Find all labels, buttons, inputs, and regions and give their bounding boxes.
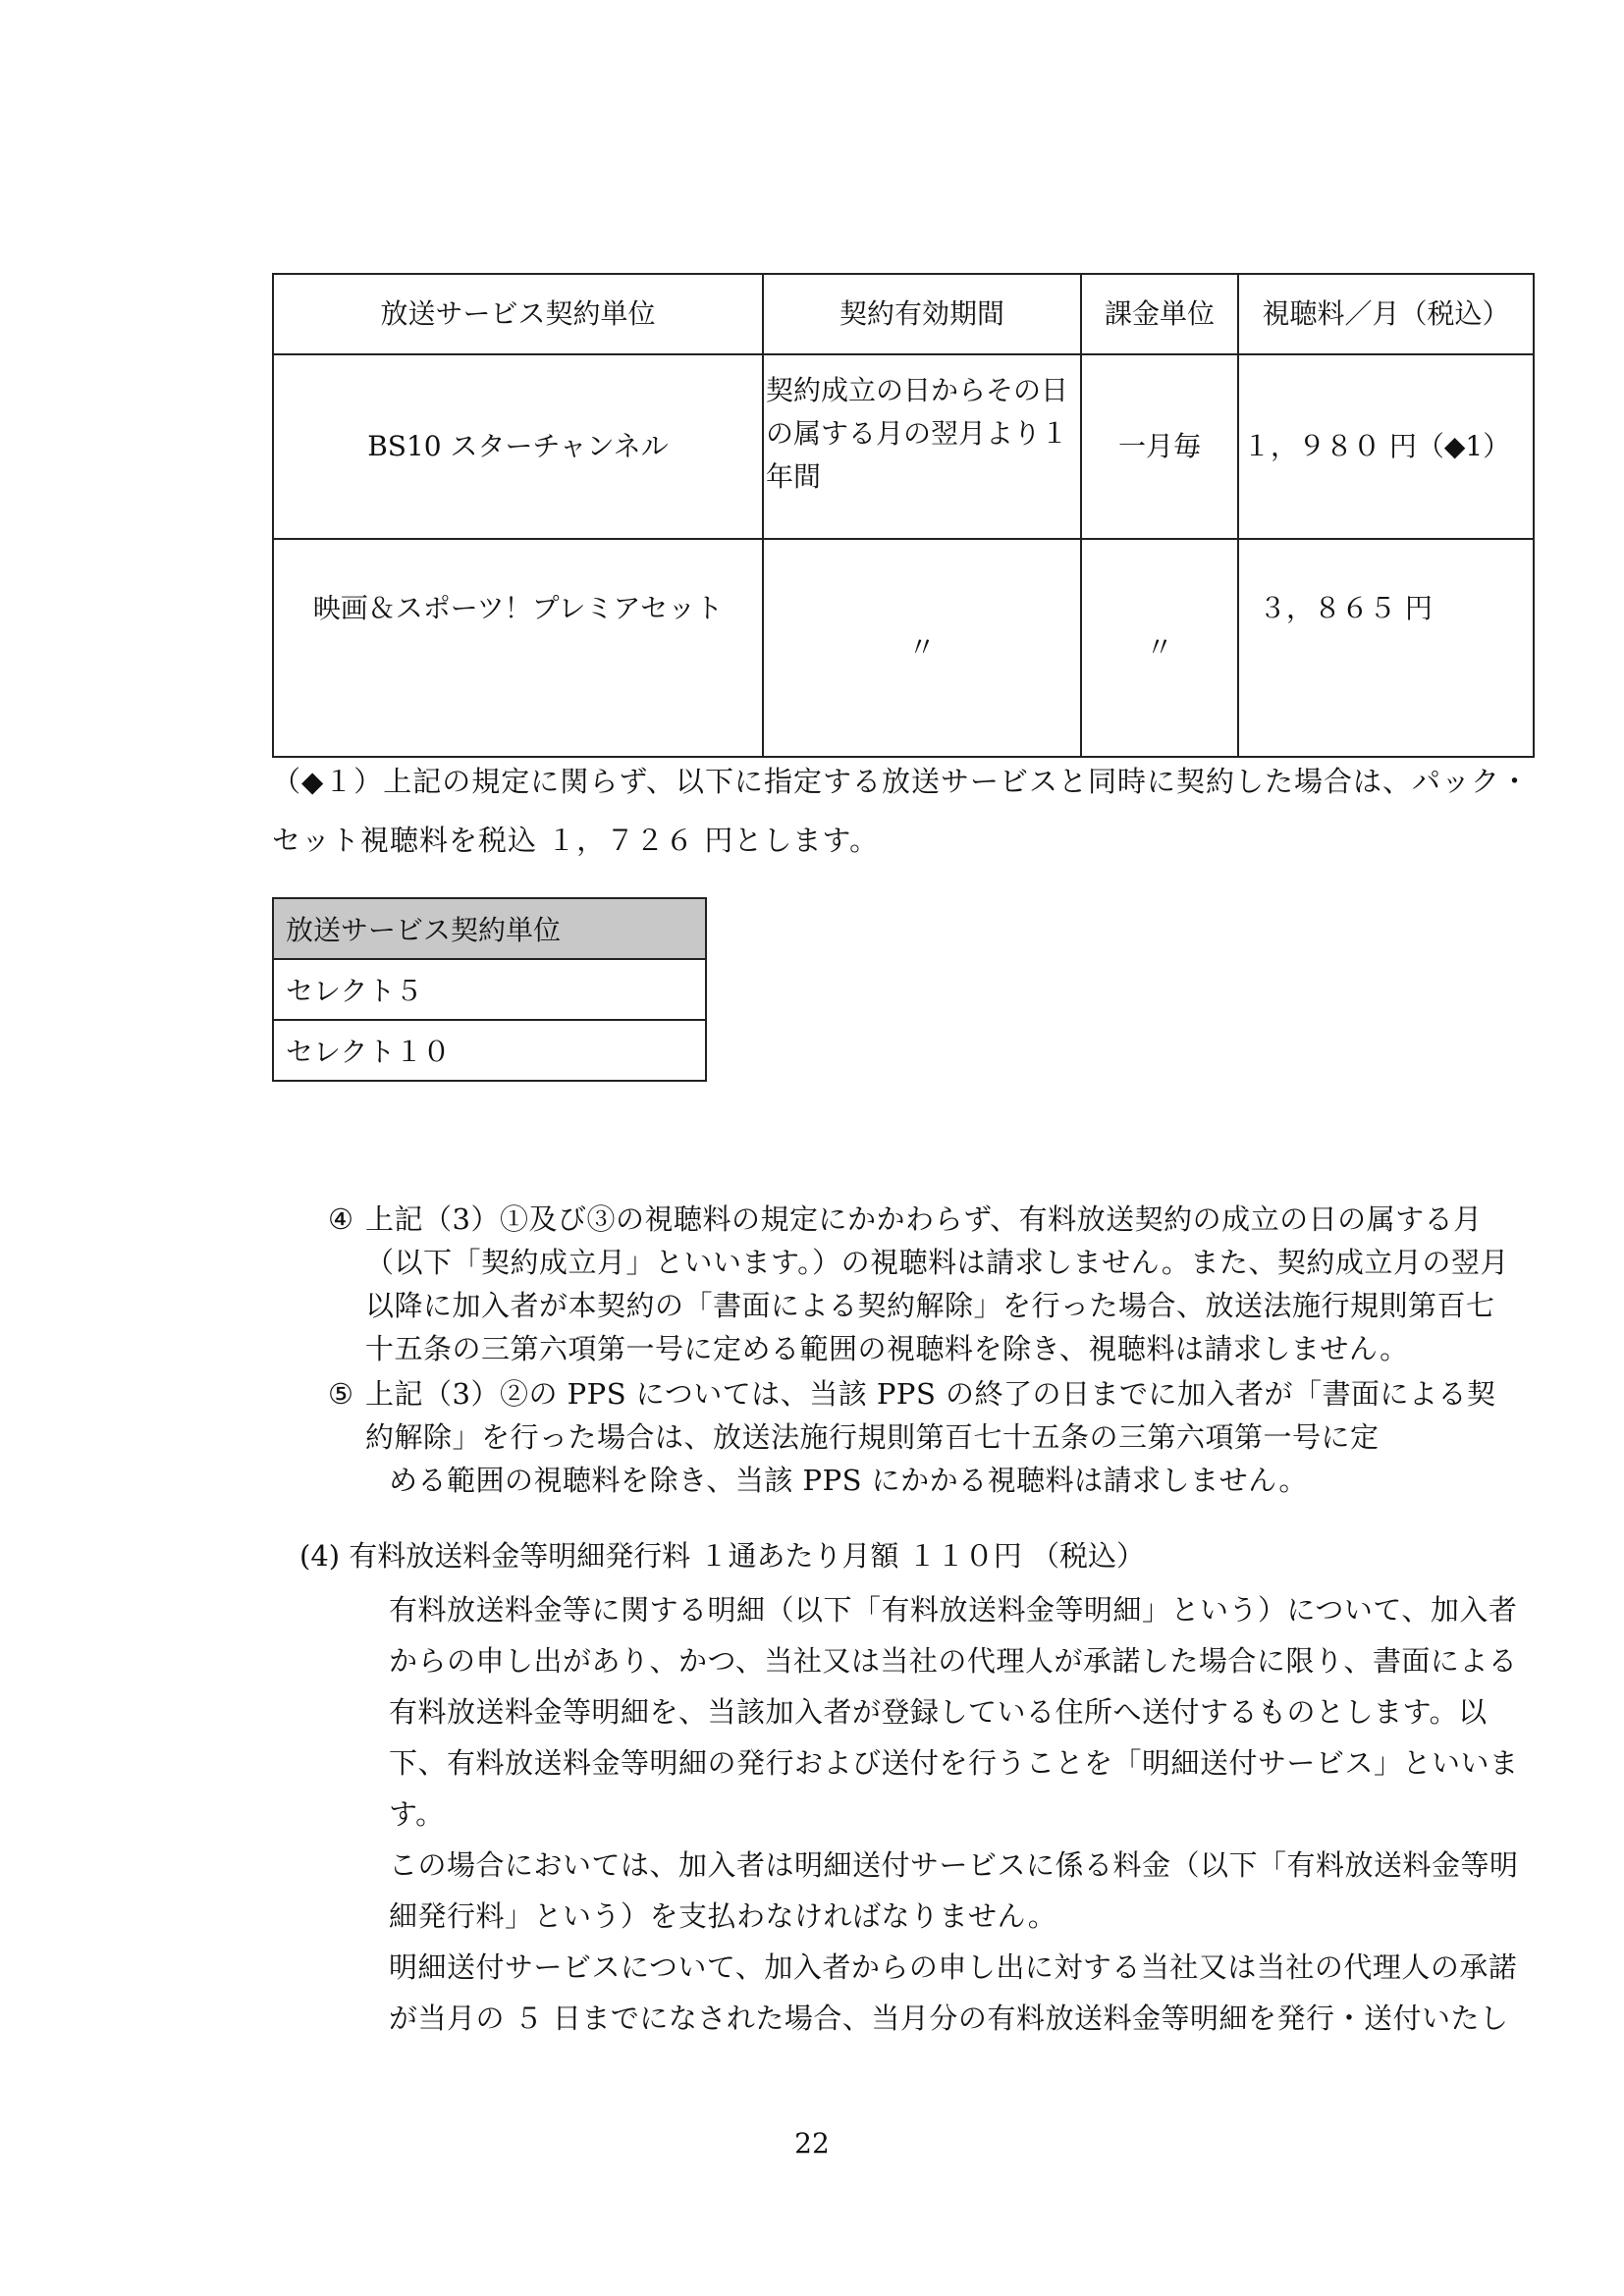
- table-row: [273, 539, 1534, 757]
- cell-service: 映画＆スポーツ！プレミアセット: [273, 539, 763, 757]
- select-table-cell: セレクト５: [273, 959, 706, 1020]
- section-4-paragraph: この場合においては、加入者は明細送付サービスに係る料金（以下「有料放送料金等明細発行料」という）を支払わなければなりません。: [389, 1848, 1519, 1933]
- cell-unit: 一月毎: [1081, 354, 1238, 539]
- table-row: [273, 1020, 706, 1081]
- cell-unit: 〃: [1081, 539, 1238, 757]
- section-4-title: (4) 有料放送料金等明細発行料 １通あたり月額 １１０円 （税込）: [299, 1539, 1145, 1573]
- page-number: 22: [794, 2127, 830, 2160]
- item-text-line2: める範囲の視聴料を除き、当該 PPS にかかる視聴料は請求しません。: [389, 1464, 1308, 1497]
- select-table-header: 放送サービス契約単位: [273, 898, 706, 959]
- item-4: [328, 1198, 1514, 1370]
- select-table-header-row: [273, 898, 706, 959]
- header-period: 契約有効期間: [763, 274, 1081, 354]
- section-4-paragraph: 有料放送料金等に関する明細（以下「有料放送料金等明細」という）について、加入者からの申し出があり、かつ、当社又は当社の代理人が承諾した場合に限り、書面による有料放送料金等明細を、当該加入者が登録している住所へ送付するものとします。以下、有料放送料金等明細の発行および送付を行うことを「明細送付サービス」といいます。: [389, 1593, 1519, 1831]
- select-table-cell: セレクト１０: [273, 1020, 706, 1081]
- cell-fee: ３，８６５ 円: [1238, 539, 1534, 757]
- item-marker: ④: [328, 1202, 354, 1236]
- header-unit: 課金単位: [1081, 274, 1238, 354]
- table-row: [273, 354, 1534, 539]
- table-row: [273, 959, 706, 1020]
- footnote-paragraph: （◆１）上記の規定に関らず、以下に指定する放送サービスと同時に契約した場合は、パック・セット視聴料を税込 １，７２６ 円とします。: [272, 765, 1530, 857]
- header-service: 放送サービス契約単位: [273, 274, 763, 354]
- fee-table: [272, 273, 1535, 758]
- cell-period: 〃: [763, 539, 1081, 757]
- section-4-paragraph: 明細送付サービスについて、加入者からの申し出に対する当社又は当社の代理人の承諾が当月の ５ 日までになされた場合、当月分の有料放送料金等明細を発行・送付いたし: [389, 1950, 1518, 2035]
- cell-period: 契約成立の日からその日の属する月の翌月より１年間: [763, 354, 1081, 539]
- item-5: [328, 1372, 1514, 1502]
- cell-fee: １，９８０ 円（◆1）: [1238, 354, 1534, 539]
- fee-table-header-row: [273, 274, 1534, 354]
- item-text: 上記（3）①及び③の視聴料の規定にかかわらず、有料放送契約の成立の日の属する月（以下「契約成立月」といいます。）の視聴料は請求しません。また、契約成立月の翌月以降に加入者が本契約の「書面による契約解除」を行った場合、放送法施行規則第百七十五条の三第六項第一号に定める範囲の視聴料を除き、視聴料は請求しません。: [365, 1202, 1509, 1365]
- item-marker: ⑤: [328, 1377, 354, 1411]
- header-fee: 視聴料／月（税込）: [1238, 274, 1534, 354]
- cell-service: BS10 スターチャンネル: [273, 354, 763, 539]
- item-text-line1: 上記（3）②の PPS については、当該 PPS の終了の日までに加入者が「書面による契約解除」を行った場合は、放送法施行規則第百七十五条の三第六項第一号に定: [365, 1377, 1496, 1454]
- section-4-body: [389, 1584, 1528, 2044]
- select-table: [272, 897, 707, 1082]
